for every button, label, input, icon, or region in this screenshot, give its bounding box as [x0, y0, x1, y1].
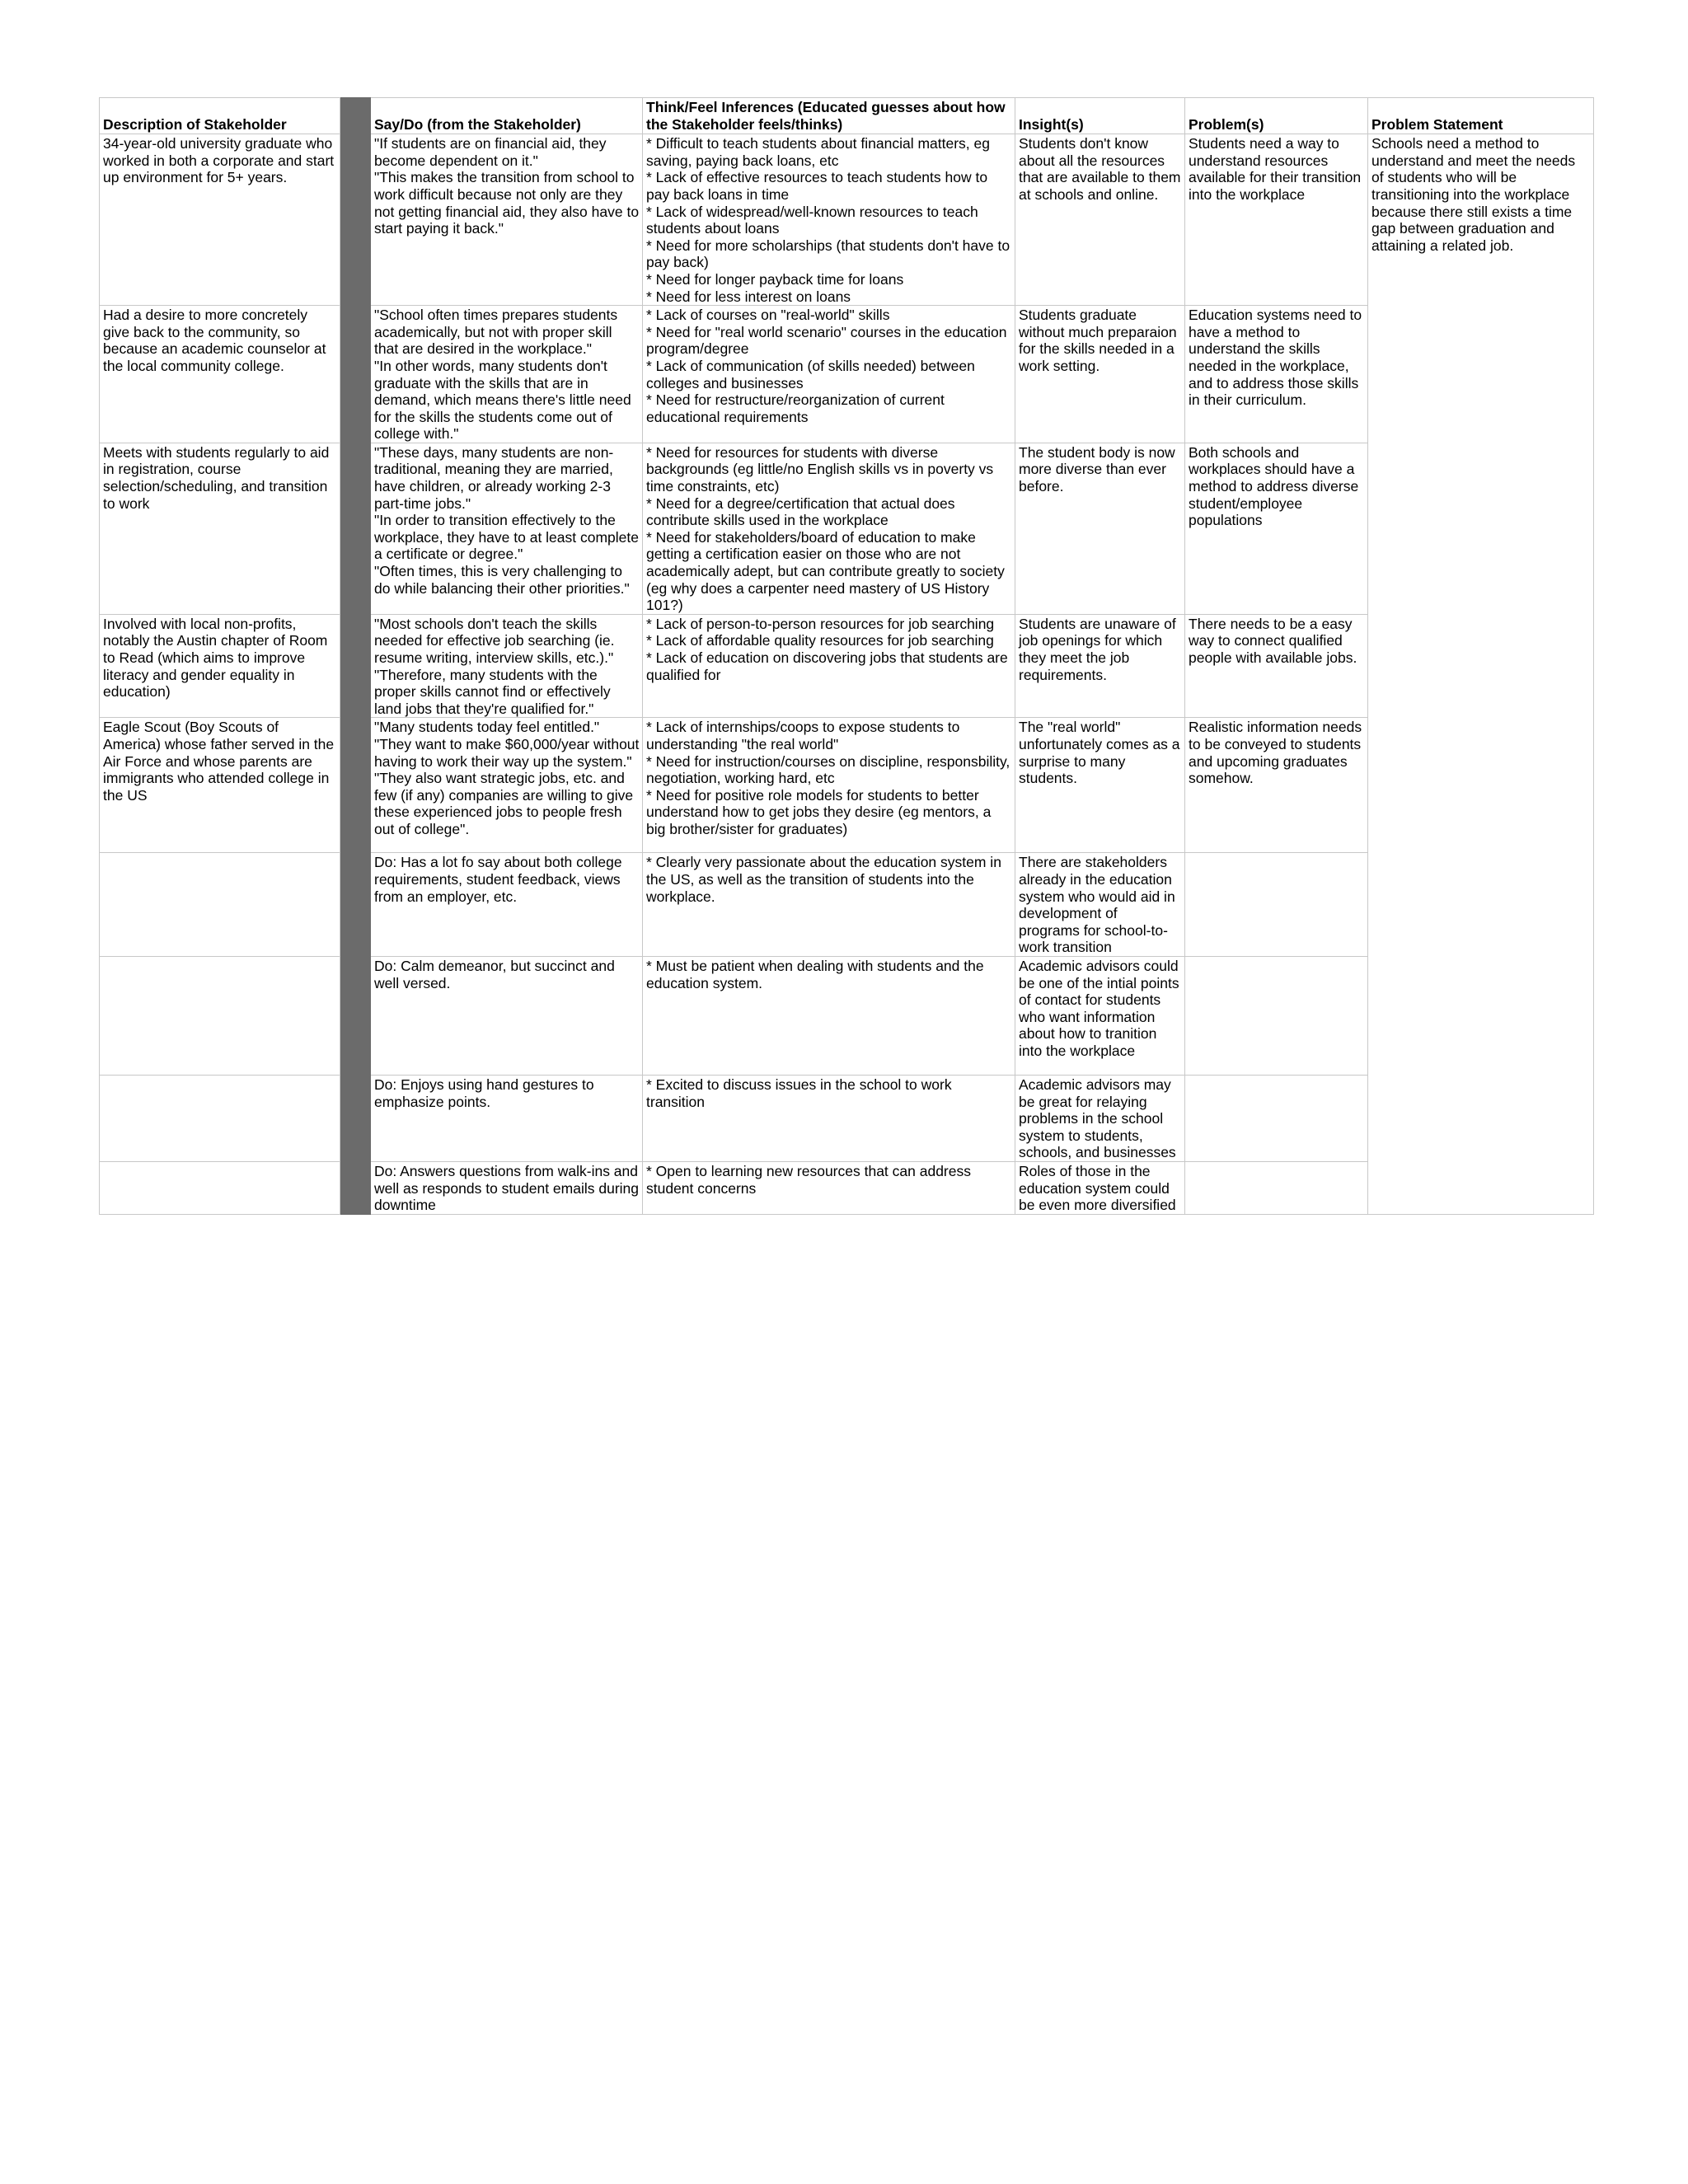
- stakeholder-description-cell: 34-year-old university graduate who worked in both a corporate and start up environment for 5+ years.: [100, 134, 340, 306]
- think-feel-cell-line: * Lack of person-to-person resources for job searching: [646, 615, 995, 632]
- say-do-cell-line: "This makes the transition from school to work difficult because not only are they not getting financial aid, they also have to start paying it back.": [374, 169, 640, 237]
- insight-cell: Students are unaware of job openings for which they meet the job requirements.: [1015, 614, 1185, 718]
- say-do-cell-line: Do: Enjoys using hand gestures to emphasize points.: [374, 1076, 594, 1110]
- say-do-cell: [371, 718, 643, 853]
- say-do-cell: [371, 443, 643, 614]
- stakeholder-description-cell: [100, 1075, 340, 1161]
- think-feel-cell: [643, 306, 1015, 443]
- think-feel-cell-line: * Lack of internships/coops to expose students to understanding "the real world": [646, 719, 960, 752]
- stakeholder-description-cell: Meets with students regularly to aid in registration, course selection/scheduling, and transition to work: [100, 443, 340, 614]
- problem-cell: Realistic information needs to be conveyed to students and upcoming graduates somehow.: [1185, 718, 1368, 853]
- say-do-cell-line: "Therefore, many students with the proper skills cannot find or effectively land jobs that they're qualified for.": [374, 666, 611, 717]
- say-do-cell-line: "Most schools don't teach the skills needed for effective job searching (ie. resume writing, interview skills, etc.).": [374, 615, 615, 666]
- stakeholder-table: [99, 97, 1594, 1215]
- separator-cell: [340, 718, 371, 853]
- table-row: [100, 134, 1594, 306]
- say-do-cell: [371, 134, 643, 306]
- header-think-feel: Think/Feel Inferences (Educated guesses about how the Stakeholder feels/thinks): [643, 98, 1015, 134]
- think-feel-cell-line: * Need for "real world scenario" courses in the education program/degree: [646, 323, 1007, 358]
- think-feel-cell-line: * Lack of communication (of skills needed) between colleges and businesses: [646, 357, 975, 391]
- think-feel-cell-line: * Need for positive role models for students to better understand how to get jobs they desire (eg mentors, a big brother/sister for graduates): [646, 786, 992, 837]
- think-feel-cell-line: * Need for stakeholders/board of education to make getting a certification easier on those who are not academically adept, but can contribute greatly to society (eg why does a carpenter need mastery of US History 101?): [646, 528, 1005, 614]
- think-feel-cell: [643, 1075, 1015, 1161]
- think-feel-cell-line: * Excited to discuss issues in the school to work transition: [646, 1076, 952, 1110]
- think-feel-cell-line: * Lack of education on discovering jobs that students are qualified for: [646, 649, 1008, 683]
- stakeholder-description-cell: [100, 853, 340, 957]
- say-do-cell-line: Do: Answers questions from walk-ins and well as responds to student emails during downtime: [374, 1162, 640, 1214]
- think-feel-cell: [643, 1161, 1015, 1214]
- think-feel-cell-line: * Need for restructure/reorganization of current educational requirements: [646, 391, 945, 425]
- header-problem-statement: Problem Statement: [1368, 98, 1594, 134]
- problem-cell: Both schools and workplaces should have a method to address diverse student/employee populations: [1185, 443, 1368, 614]
- problem-cell: There needs to be a easy way to connect qualified people with available jobs.: [1185, 614, 1368, 718]
- problem-cell: Education systems need to have a method to understand the skills needed in the workplace, and to address those skills in their curriculum.: [1185, 306, 1368, 443]
- insight-cell: Academic advisors may be great for relaying problems in the school system to students, schools, and businesses: [1015, 1075, 1185, 1161]
- separator-cell: [340, 853, 371, 957]
- header-row: [100, 98, 1594, 134]
- insight-cell: The student body is now more diverse than ever before.: [1015, 443, 1185, 614]
- separator-column: [340, 98, 371, 134]
- header-say-do: Say/Do (from the Stakeholder): [371, 98, 643, 134]
- say-do-cell-line: "In other words, many students don't graduate with the skills that are in demand, which means there's little need for the skills the students come out of college with.": [374, 357, 631, 443]
- think-feel-cell: [643, 134, 1015, 306]
- think-feel-cell: [643, 443, 1015, 614]
- insight-cell: Roles of those in the education system could be even more diversified: [1015, 1161, 1185, 1214]
- think-feel-cell-line: * Clearly very passionate about the education system in the US, as well as the transition of students into the workplace.: [646, 854, 1001, 905]
- separator-cell: [340, 443, 371, 614]
- stakeholder-description-cell: Eagle Scout (Boy Scouts of America) whose father served in the Air Force and whose parents are immigrants who attended college in the US: [100, 718, 340, 853]
- say-do-cell-line: "These days, many students are non-traditional, meaning they are married, have children, or already working 2-3 part-time jobs.": [374, 443, 614, 512]
- stakeholder-description-cell: [100, 1161, 340, 1214]
- think-feel-cell: [643, 614, 1015, 718]
- say-do-cell-line: Do: Calm demeanor, but succinct and well versed.: [374, 957, 615, 991]
- problem-cell: [1185, 1161, 1368, 1214]
- header-description: Description of Stakeholder: [100, 98, 340, 134]
- think-feel-cell-line: * Need for longer payback time for loans: [646, 270, 904, 288]
- header-insights: Insight(s): [1015, 98, 1185, 134]
- insight-cell: Academic advisors could be one of the intial points of contact for students who want information about how to tranition into the workplace: [1015, 956, 1185, 1075]
- stakeholder-description-cell: Involved with local non-profits, notably the Austin chapter of Room to Read (which aims to improve literacy and gender equality in education): [100, 614, 340, 718]
- separator-cell: [340, 956, 371, 1075]
- think-feel-cell-line: * Need for a degree/certification that actual does contribute skills used in the workplace: [646, 494, 955, 529]
- say-do-cell-line: "Often times, this is very challenging to do while balancing their other priorities.": [374, 563, 630, 597]
- say-do-cell-line: "School often times prepares students academically, but not with proper skill that are desired in the workplace.": [374, 307, 618, 358]
- say-do-cell-line: "They want to make $60,000/year without having to work their way up the system.": [374, 735, 640, 770]
- think-feel-cell-line: * Open to learning new resources that can address student concerns: [646, 1162, 971, 1197]
- say-do-cell: [371, 306, 643, 443]
- problem-cell: [1185, 1075, 1368, 1161]
- think-feel-cell-line: * Must be patient when dealing with students and the education system.: [646, 957, 984, 991]
- say-do-cell-line: "They also want strategic jobs, etc. and few (if any) companies are willing to give these experienced jobs to people fresh out of college".: [374, 770, 634, 837]
- think-feel-cell: [643, 956, 1015, 1075]
- think-feel-cell-line: * Need for resources for students with diverse backgrounds (eg little/no English skills vs in poverty vs time constraints, etc): [646, 443, 994, 495]
- say-do-cell: [371, 853, 643, 957]
- think-feel-cell-line: * Lack of effective resources to teach students how to pay back loans in time: [646, 169, 988, 203]
- separator-cell: [340, 614, 371, 718]
- think-feel-cell-line: * Need for less interest on loans: [646, 288, 851, 305]
- header-problems: Problem(s): [1185, 98, 1368, 134]
- separator-cell: [340, 1161, 371, 1214]
- problem-cell: Students need a way to understand resources available for their transition into the workplace: [1185, 134, 1368, 306]
- think-feel-cell: [643, 718, 1015, 853]
- insight-cell: Students don't know about all the resources that are available to them at schools and online.: [1015, 134, 1185, 306]
- say-do-cell-line: "If students are on financial aid, they become dependent on it.": [374, 135, 607, 169]
- problem-cell: [1185, 956, 1368, 1075]
- say-do-cell: [371, 614, 643, 718]
- table-body: [100, 134, 1594, 1215]
- think-feel-cell-line: * Lack of affordable quality resources for job searching: [646, 632, 994, 649]
- say-do-cell-line: "Many students today feel entitled.": [374, 719, 600, 736]
- separator-cell: [340, 306, 371, 443]
- problem-cell: [1185, 853, 1368, 957]
- say-do-cell: [371, 1161, 643, 1214]
- insight-cell: Students graduate without much preparaion for the skills needed in a work setting.: [1015, 306, 1185, 443]
- say-do-cell: [371, 956, 643, 1075]
- think-feel-cell-line: * Lack of widespread/well-known resources to teach students about loans: [646, 203, 978, 237]
- say-do-cell-line: Do: Has a lot fo say about both college requirements, student feedback, views from an employer, etc.: [374, 854, 622, 905]
- insight-cell: The "real world" unfortunately comes as a surprise to many students.: [1015, 718, 1185, 853]
- stakeholder-description-cell: [100, 956, 340, 1075]
- think-feel-cell-line: * Lack of courses on "real-world" skills: [646, 307, 890, 324]
- insight-cell: There are stakeholders already in the education system who would aid in development of programs for school-to-work transition: [1015, 853, 1185, 957]
- separator-cell: [340, 1075, 371, 1161]
- say-do-cell: [371, 1075, 643, 1161]
- say-do-cell-line: "In order to transition effectively to the workplace, they have to at least complete a certificate or degree.": [374, 512, 640, 563]
- think-feel-cell-line: * Difficult to teach students about financial matters, eg saving, paying back loans, etc: [646, 135, 990, 169]
- problem-statement-cell: Schools need a method to understand and meet the needs of students who will be transitioning into the workplace because there still exists a time gap between graduation and attaining a related job.: [1368, 134, 1594, 1215]
- think-feel-cell-line: * Need for instruction/courses on discipline, responsbility, negotiation, working hard, etc: [646, 752, 1010, 787]
- think-feel-cell-line: * Need for more scholarships (that students don't have to pay back): [646, 237, 1010, 271]
- stakeholder-description-cell: Had a desire to more concretely give back to the community, so because an academic counselor at the local community college.: [100, 306, 340, 443]
- separator-cell: [340, 134, 371, 306]
- think-feel-cell: [643, 853, 1015, 957]
